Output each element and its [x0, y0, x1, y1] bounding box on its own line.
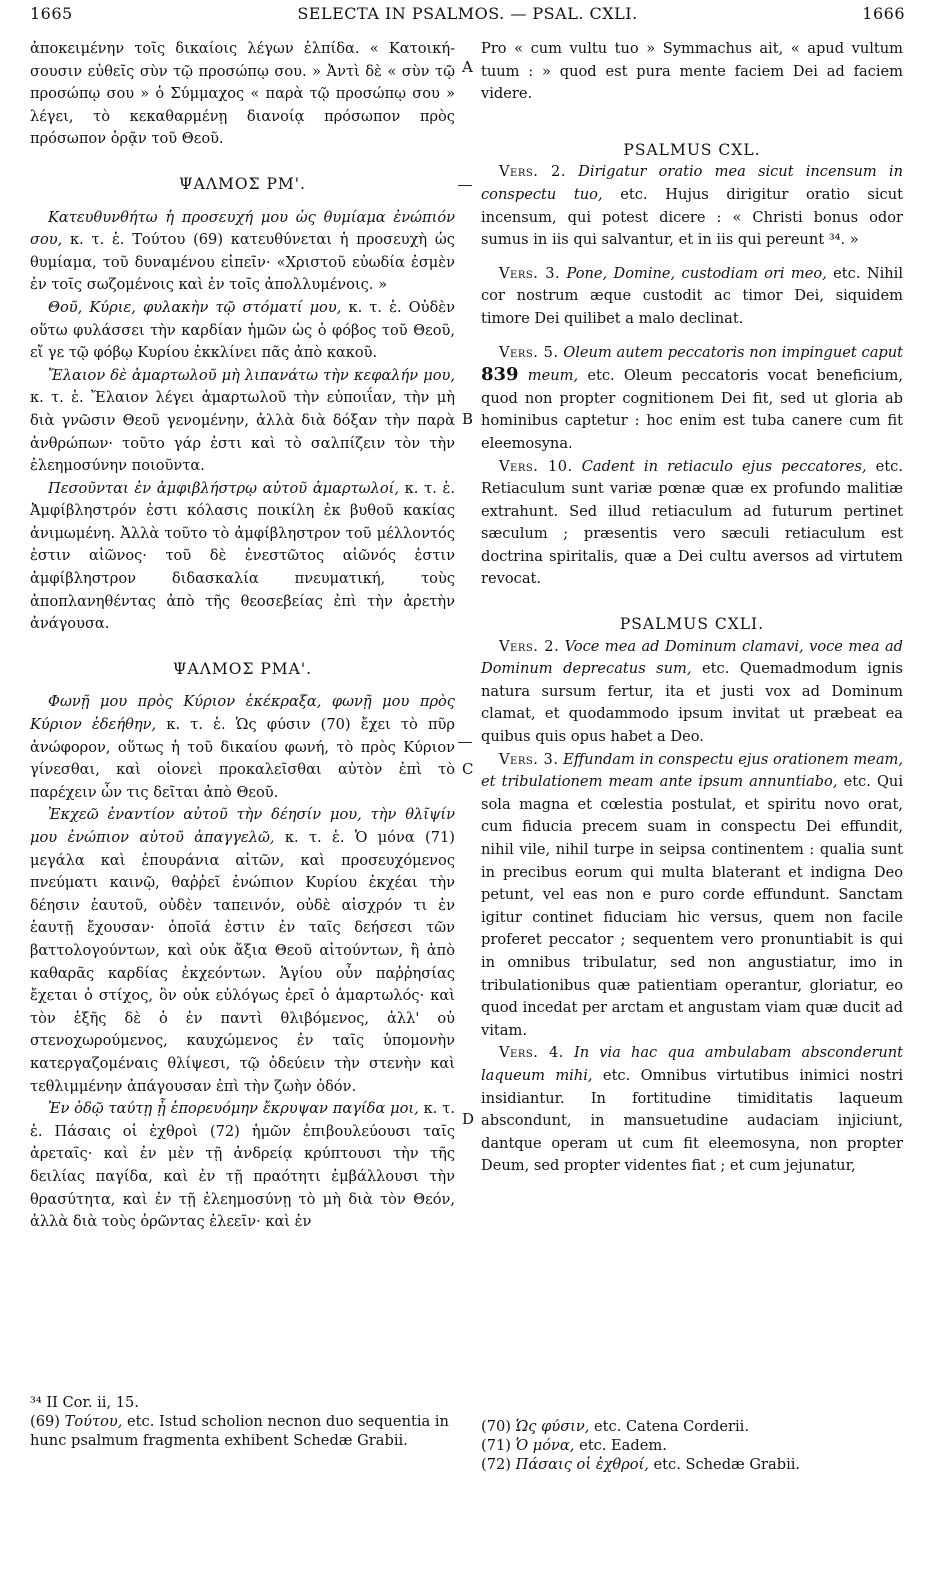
greek-lemma: Φωνῇ μου πρὸς Κύριον ἐκέκραξα, φωνῇ μου πρὸς Κύριον ἐδεήθην,: [30, 693, 455, 734]
section-rule: [458, 742, 472, 743]
footnote-text: etc. Schedæ Grabii.: [648, 1456, 801, 1473]
margin-marker-a: A: [462, 58, 473, 76]
spacer: [30, 151, 455, 173]
footnote-34: ³⁴ II Cor. ii, 15.: [30, 1394, 139, 1411]
footnote-number: (71): [481, 1437, 516, 1454]
spacer: [30, 636, 455, 658]
latin-commentary: etc. Omnibus virtutibus inimici nostri insidiantur. In fortitudine timiditatis laqueum abscondunt, in mansuetudine audaciam injiciunt, dantque operam ut cum fit eleemosyna, non propter Deum, sed propter videntes fiat ; et cum jejunatur,: [481, 1066, 903, 1175]
latin-commentary: etc. Oleum peccatoris vocat beneficium, quod non propter cognitionem Dei fit, sed ut gloria ab hominibus captetur : hoc enim est tuba canere cum fit eleemosyna.: [481, 367, 903, 452]
spacer: [30, 196, 455, 207]
latin-column: [481, 38, 903, 1178]
verse-label: Vers. 2.: [499, 637, 560, 655]
latin-lemma: In via hac qua ambulabam absconderunt laqueum mihi,: [481, 1044, 903, 1084]
footnote-number: (70): [481, 1418, 516, 1435]
footnote-lemma: Τούτου,: [64, 1413, 123, 1430]
latin-paragraph: [481, 161, 903, 251]
footnote-number: (69): [30, 1413, 65, 1430]
verse-label: Vers. 3.: [499, 750, 559, 768]
greek-paragraph: [30, 1098, 455, 1234]
verse-label: Vers. 3.: [499, 264, 561, 282]
latin-commentary: etc. Hujus dirigitur oratio sicut incensum, qui potest dicere : « Christi bonus odor sumus in iis qui salvantur, et in iis qui pereunt ³⁴. »: [481, 185, 903, 249]
footnote-number: (72): [481, 1456, 516, 1473]
psalm-140-heading-latin: PSALMUS CXL.: [623, 140, 761, 159]
greek-commentary: κ. τ. ἑ. Ἀμφίβληστρόν ἐστι κόλασις ποικίλη ἐκ βυθοῦ κακίας ἀνιμωμένη. Ἀλλὰ τοῦτο τὸ ἀμφίβληστρον τοῦ μέλλοντός ἐστιν αἰῶνος· τοῦ δὲ ἐνεστῶτος αἰῶνός ἐστιν ἀμφίβληστρον διδασκαλία πνευματική, τοὺς ἀποπλανηθέντας ἀπὸ τῆς θεοσεβείας ἐπὶ τὴν ἀρετὴν ἀνάγουσα.: [30, 479, 455, 633]
spacer: [481, 591, 903, 613]
latin-lemma: Cadent in retiaculo ejus peccatores,: [572, 457, 867, 475]
greek-paragraph: [30, 365, 455, 478]
greek-commentary: κ. τ. ἑ. Πάσαις οἱ ἐχθροὶ (72) ἡμῶν ἐπιβουλεύουσι ταῖς ἀρεταῖς· καὶ ἐν μὲν τῇ ἀνδρείᾳ κρύπτουσι τὴν τῆς δειλίας παγίδα, καὶ ἐν τῇ πραότητι ἐμβάλλουσι τὴν θρασύτητα, καὶ ἐν τῇ ἐλεημοσύνῃ τὸ μὴ διὰ τὸν Θεόν, ἀλλὰ διὰ τοὺς ὁρῶντας ἐλεεῖν· καὶ ἐν: [30, 1100, 455, 1231]
greek-paragraph: [30, 804, 455, 1098]
footnote-69: [30, 1412, 455, 1450]
spacer: [481, 128, 903, 139]
greek-commentary: κ. τ. ἑ. Ἔλαιον λέγει ἁμαρτωλοῦ τὴν εὐποιΐαν, τὴν μὴ διὰ γνῶσιν Θεοῦ γενομένην, ἀλλὰ διὰ δόξαν τὴν παρὰ ἀνθρώπων· τοῦτο γάρ ἐστι καὶ τὸ σαλπίζειν τὸν τὴν ἐλεημοσύνην ποιοῦντα.: [30, 389, 455, 475]
margin-marker-d: D: [462, 1110, 475, 1128]
spacer: [481, 252, 903, 263]
greek-paragraph: [30, 691, 455, 804]
footnotes-right: [481, 1417, 903, 1474]
footnote-lemma: Ὁ μόνα,: [515, 1437, 575, 1454]
psalm-141-heading-greek: ΨΑΛΜΟΣ ΡΜΑ'.: [172, 659, 313, 678]
footnote-text: etc. Eadem.: [574, 1437, 667, 1454]
footnotes-left: [30, 1393, 455, 1450]
spacer: [481, 106, 903, 128]
footnote-71: [481, 1436, 903, 1455]
running-title: SELECTA IN PSALMOS. — PSAL. CXLI.: [297, 4, 638, 23]
migne-page-number: 839: [481, 364, 519, 386]
greek-lemma: Ἐκχεῶ ἐναντίον αὐτοῦ τὴν δέησίν μου, τὴν θλῖψίν μου ἐνώπιον αὐτοῦ ἀπαγγελῶ,: [30, 806, 455, 846]
running-header: [30, 4, 905, 26]
latin-lemma: Dirigatur oratio mea sicut incensum in conspectu tuo,: [481, 163, 903, 203]
psalm-141-heading-latin: PSALMUS CXLI.: [619, 615, 765, 634]
verse-label: Vers. 5.: [499, 343, 559, 361]
margin-marker-c: C: [462, 760, 474, 778]
latin-lemma: Pone, Domine, custodiam ori meo,: [560, 264, 827, 282]
margin-marker-b: B: [462, 410, 474, 428]
latin-paragraph: [481, 1042, 903, 1178]
latin-commentary: etc. Qui sola magna et cœlestia postulat, et spiritu novo orat, cum fiducia precem suam in conspectu Dei effundit, nihil vile, nihil turpe in seipsa continentem : qualia sunt in precibus eorum qui multa blaterant et indigna Deo petunt, vel eas non e puro corde effundunt. Sanctam igitur continet fiduciam hic versus, quem non facile proferet peccator ; sequentem vero pronuntiabit is qui in omnibus tribulatur, sed non angustiatur, imo in tribulationibus quæ patientiam operantur, gloriatur, eo quod incedat per arctam et angustam viam quæ ducit ad vitam.: [481, 773, 903, 1039]
latin-paragraph: [481, 636, 903, 749]
greek-paragraph: [30, 207, 455, 297]
greek-lemma: Ἐν ὁδῷ ταύτῃ ᾗ ἐπορευόμην ἔκρυψαν παγίδα μοι,: [48, 1100, 419, 1118]
section-rule: [458, 185, 472, 186]
greek-commentary: κ. τ. ἑ. Ὁ μόνα (71) μεγάλα καὶ ἐπουράνια αἰτῶν, καὶ προσευχόμενος πνεύματι καινῷ, θαῤῥεῖ ἐνώπιον Κυρίου ἐκχέαι τὴν δέησιν ἑαυτοῦ, οὐδὲν ταπεινόν, οὐδὲ αἰσχρόν τι ἐν ἑαυτῇ ἔχουσαν· ὁποῖά ἐστιν ἐν ταῖς δεήσεσι τῶν βαττολογούντων, καὶ οὐκ ἄξια Θεοῦ αἰτούντων, ἢ ἀπὸ καθαρᾶς καρδίας ἐκχεόντων. Ἁγίου οὖν παῤῥησίας ἔχεται ὁ στίχος, ὃν οὐκ εὐλόγως ἐρεῖ ὁ ἁμαρτωλός· καὶ τὸν ἑξῆς δὲ ὁ ἐν παντὶ θλιβόμενος, ἀλλ' οὐ στενοχωρούμενος, καυχώμενος ἐν ταῖς ὑπομονὴν κατεργαζομέναις θλίψεσι, τῷ ὁδεύειν τὴν στενὴν καὶ τεθλιμμένην ἀπάγουσαν ἐπὶ τὴν ζωὴν ὁδόν.: [30, 829, 455, 1095]
latin-intro: Pro « cum vultu tuo » Symmachus ait, « apud vultum tuum : » quod est pura mente faciem Dei ad faciem videre.: [481, 40, 903, 103]
greek-lemma: Κατευθυνθήτω ἡ προσευχή μου ὡς θυμίαμα ἐνώπιόν σου,: [30, 208, 455, 249]
latin-lemma: meum,: [518, 367, 579, 385]
latin-commentary: etc. Nihil cor nostrum æque custodit ac timor Dei, siquidem timore Dei quilibet a malo declinat.: [481, 264, 904, 327]
spacer: [30, 680, 455, 691]
greek-commentary: κ. τ. ἑ. Ὡς φύσιν (70) ἔχει τὸ πῦρ ἀνώφορον, οὕτως ἡ τοῦ δικαίου φωνή, τὸ πρὸς Κύριον γίνεσθαι, καὶ οἱονεὶ προκαλεῖσθαι αὐτὸν ἐπὶ τὸ παρέχειν ὧν τις δεῖται ἀπὸ Θεοῦ.: [30, 716, 456, 801]
footnote-lemma: Πάσαις οἱ ἐχθροί,: [515, 1456, 649, 1473]
greek-lemma: Θοῦ, Κύριε, φυλακὴν τῷ στόματί μου,: [48, 298, 342, 316]
greek-column: [30, 38, 455, 1234]
page-number-left: 1665: [30, 4, 73, 23]
page-number-right: 1666: [862, 4, 905, 23]
verse-label: Vers. 2.: [499, 163, 566, 181]
footnote-lemma: Ὡς φύσιν,: [515, 1418, 590, 1435]
verse-label: Vers. 4.: [499, 1044, 564, 1062]
greek-paragraph: [30, 478, 455, 636]
latin-paragraph: [481, 342, 903, 456]
greek-lemma: Πεσοῦνται ἐν ἀμφιβλήστρῳ αὐτοῦ ἁμαρτωλοί,: [48, 479, 399, 497]
latin-lemma: Voce mea ad Dominum clamavi, voce mea ad Dominum deprecatus sum,: [481, 637, 903, 678]
greek-lemma: Ἔλαιον δὲ ἁμαρτωλοῦ μὴ λιπανάτω τὴν κεφαλήν μου,: [48, 366, 455, 384]
greek-intro: ἀποκειμένην τοῖς δικαίοις λέγων ἐλπίδα. « Κατοική-σουσιν εὐθεῖς σὺν τῷ προσώπῳ σου. » Ἀντὶ δὲ « σὺν τῷ προσώπῳ σου » ὁ Σύμμαχος « παρὰ τῷ προσώπῳ σου » λέγει, τὸ κεκαθαρμένῃ διανοίᾳ πρόσωπον πρὸς πρόσωπον ὁρᾷν τοῦ Θεοῦ.: [30, 40, 455, 148]
latin-paragraph: [481, 749, 903, 1043]
latin-commentary: etc. Retiaculum sunt variæ pœnæ quæ ex profundo malitiæ extrahunt. Sed illud retiaculum ad futurum pertinet sæculum ; præsentis vero sæculi retiaculum est doctrina spiritalis, quæ a Dei cultu aversos ad virtutem revocat.: [481, 457, 903, 588]
footnote-70: [481, 1417, 903, 1436]
latin-lemma: Oleum autem peccatoris non impinguet caput: [558, 343, 903, 361]
footnote-72: [481, 1455, 903, 1474]
verse-label: Vers. 10.: [499, 457, 573, 475]
psalm-140-heading-greek: ΨΑΛΜΟΣ ΡΜ'.: [179, 174, 306, 193]
greek-commentary: κ. τ. ἑ. Οὐδὲν οὕτω φυλάσσει τὴν καρδίαν ἡμῶν ὡς ὁ φόβος τοῦ Θεοῦ, εἴ γε τῷ φόβῳ Κυρίου ἐκκλίνει πᾶς ἀπὸ κακοῦ.: [30, 298, 455, 362]
latin-paragraph: [481, 263, 903, 331]
latin-paragraph: [481, 456, 903, 592]
latin-lemma: Effundam in conspectu ejus orationem meam, et tribulationem meam ante ipsum annuntiabo,: [481, 750, 903, 791]
latin-commentary: etc. Quemadmodum ignis natura sursum fertur, ita et justi vox ad Dominum clamat, et quodammodo ipsum invitat ut præbeat ea quibus quis opus habet a Deo.: [481, 660, 903, 746]
greek-commentary: κ. τ. ἑ. Τούτου (69) κατευθύνεται ἡ προσευχὴ ὡς θυμίαμα, τοῦ δυναμένου εἰπεῖν· «Χριστοῦ εὐωδία ἐσμὲν ἐν τοῖς σωζομένοις καὶ ἐν τοῖς ἀπολλυμένοις. »: [30, 231, 455, 294]
greek-paragraph: [30, 297, 455, 365]
footnote-text: etc. Catena Corderii.: [589, 1418, 749, 1435]
footnote-text: etc. Istud scholion necnon duo sequentia in hunc psalmum fragmenta exhibent Schedæ Grabii.: [30, 1413, 449, 1449]
spacer: [481, 331, 903, 342]
